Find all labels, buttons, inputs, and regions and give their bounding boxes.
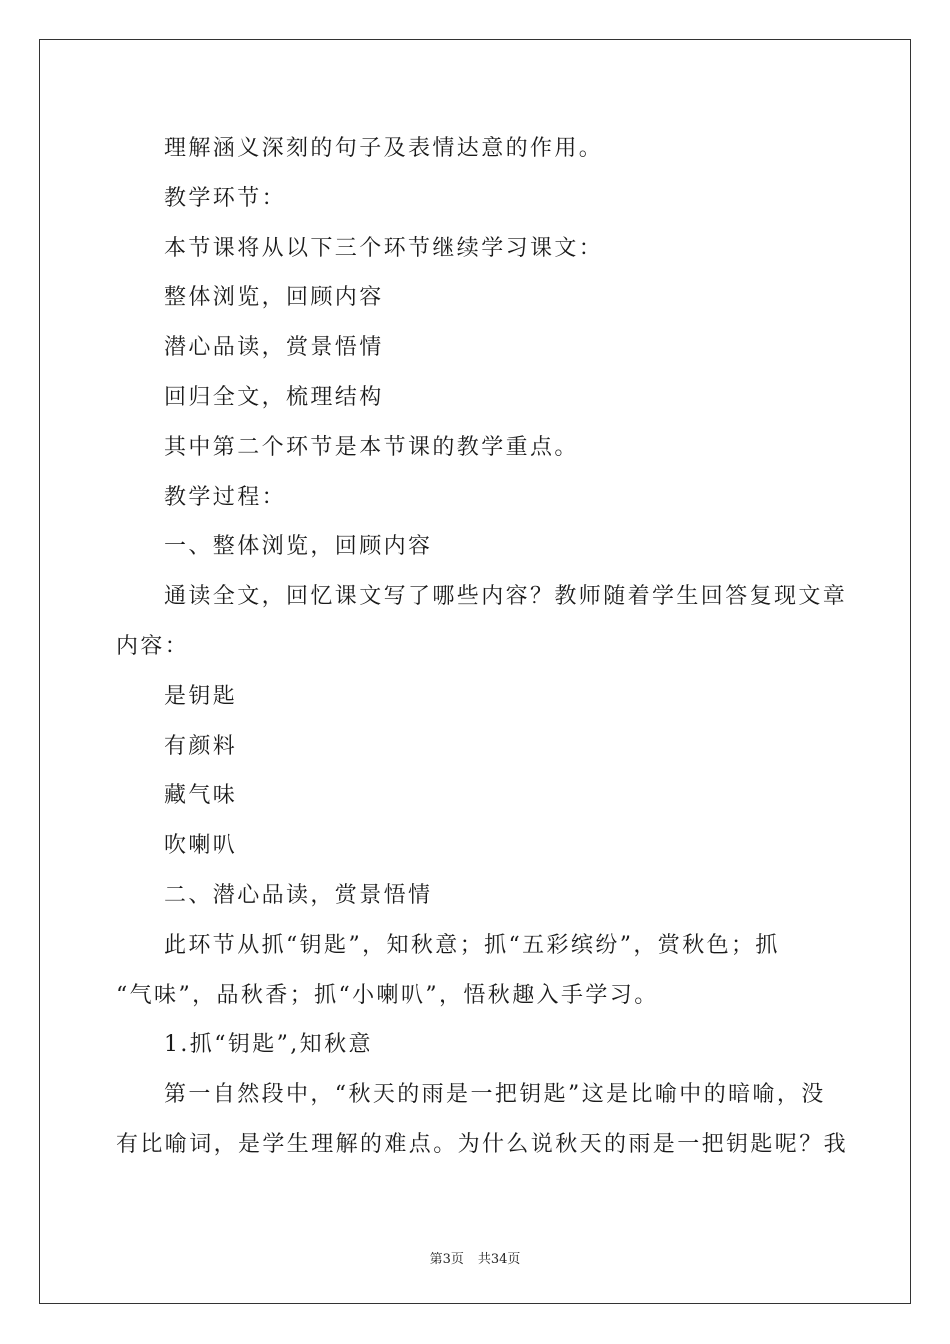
text-line: 第一自然段中，“秋天的雨是一把钥匙”这是比喻中的暗喻，没 bbox=[164, 1082, 826, 1108]
text-line: 教学过程： bbox=[164, 484, 287, 510]
text-line: 其中第二个环节是本节课的教学重点。 bbox=[164, 434, 579, 460]
text-line: 内容： bbox=[116, 633, 190, 659]
list-item: 吹喇叭 bbox=[164, 833, 238, 859]
text-line: 有比喻词，是学生理解的难点。为什么说秋天的雨是一把钥匙呢？我 bbox=[116, 1131, 849, 1157]
list-item: 有颜料 bbox=[164, 733, 238, 759]
page-footer bbox=[0, 1248, 950, 1267]
list-item: 藏气味 bbox=[164, 783, 238, 809]
list-item: 是钥匙 bbox=[164, 683, 238, 709]
text-line: 理解涵义深刻的句子及表情达意的作用。 bbox=[164, 136, 604, 161]
subsection-heading: 1.抓“钥匙”,知秋意 bbox=[164, 1032, 373, 1058]
page-total: 共34页 bbox=[477, 1252, 521, 1267]
text-line: 通读全文，回忆课文写了哪些内容？教师随着学生回答复现文章 bbox=[164, 584, 848, 610]
text-line: “气味”，品秋香；抓“小喇叭”，悟秋趣入手学习。 bbox=[116, 982, 659, 1008]
text-line: 此环节从抓“钥匙”，知秋意；抓“五彩缤纷”，赏秋色；抓 bbox=[164, 932, 780, 958]
page-number: 第3页 bbox=[429, 1252, 464, 1267]
text-line: 整体浏览，回顾内容 bbox=[164, 285, 384, 311]
text-line: 回归全文，梳理结构 bbox=[164, 384, 384, 410]
text-line: 本节课将从以下三个环节继续学习课文： bbox=[164, 235, 604, 261]
text-line: 潜心品读，赏景悟情 bbox=[164, 335, 384, 361]
section-heading: 二、潜心品读，赏景悟情 bbox=[164, 882, 433, 908]
document-body bbox=[116, 124, 849, 1170]
section-heading: 一、整体浏览，回顾内容 bbox=[164, 534, 433, 560]
text-line: 教学环节： bbox=[164, 185, 287, 211]
